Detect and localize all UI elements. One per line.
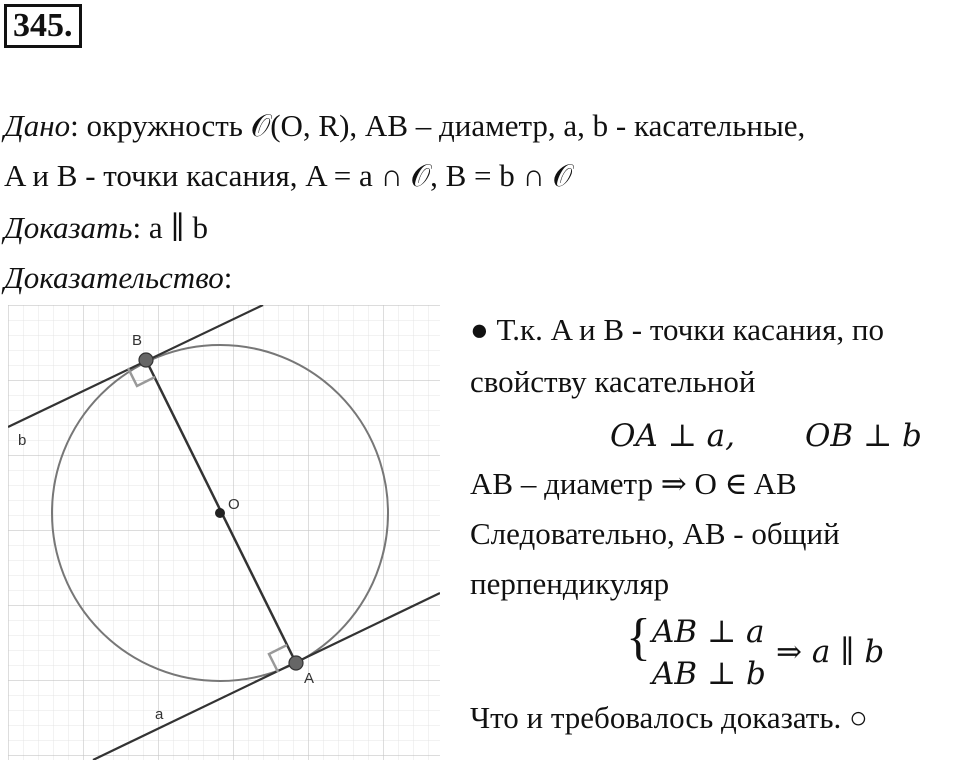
proof-line-3a: OA ⊥ a, <box>610 418 735 454</box>
given-text-1: : окружность 𝒪(O, R), AB – диаметр, a, b - касательные, <box>70 108 806 143</box>
given-line-2: A и B - точки касания, A = a ∩ 𝒪, B = b ∩ 𝒪 <box>4 158 573 193</box>
proof-line-5: Следовательно, AB - общий <box>470 516 840 551</box>
proof-line-4: AB – диаметр ⇒ O ∈ AB <box>470 466 797 501</box>
label-line-a: a <box>155 706 164 723</box>
proof-label-line <box>4 260 232 296</box>
problem-number: 345. <box>4 4 82 48</box>
prove-line <box>4 210 208 246</box>
label-b-point: B <box>132 332 143 349</box>
geometry-figure <box>8 305 440 760</box>
proof-line-6: перпендикуляр <box>470 566 670 601</box>
system-result: ⇒ a ∥ b <box>776 634 885 670</box>
proof-line-1: ● Т.к. A и B - точки касания, по <box>470 312 884 347</box>
proof-line-3b: OB ⊥ b <box>805 418 922 454</box>
grid <box>8 305 440 760</box>
prove-label: Доказать <box>4 210 133 245</box>
proof-line-2: свойству касательной <box>470 364 756 399</box>
system-brace: { <box>626 609 651 666</box>
system-bottom: AB ⊥ b <box>652 656 766 692</box>
prove-statement: : a ∥ b <box>132 210 208 245</box>
label-o-point: O <box>228 496 240 513</box>
point-o <box>215 508 225 518</box>
point-a <box>289 656 303 670</box>
point-b <box>139 353 153 367</box>
given-line-1 <box>4 108 805 145</box>
proof-label: Доказательство <box>4 260 224 295</box>
conclusion: Что и требовалось доказать. ○ <box>470 700 868 735</box>
label-line-b: b <box>18 432 27 449</box>
given-label: Дано <box>4 108 71 143</box>
system-top: AB ⊥ a <box>652 614 765 650</box>
label-a-point: A <box>304 670 315 687</box>
proof-label-suffix: : <box>223 260 233 295</box>
